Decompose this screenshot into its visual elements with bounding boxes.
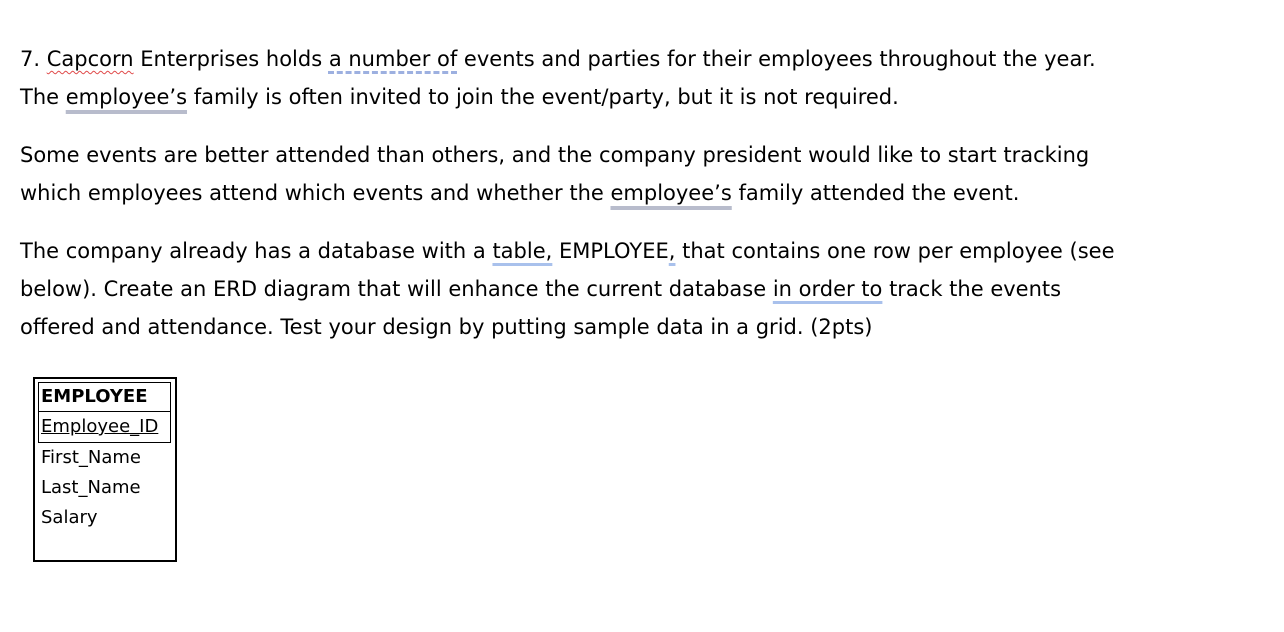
paragraph-3-line-3: offered and attendance. Test your design by putting sample data in a grid. (2pts) — [20, 315, 873, 339]
entity-attribute: Salary — [41, 507, 98, 528]
grammar-flagged-phrase: a number of — [328, 47, 458, 71]
entity-attribute-list — [39, 443, 141, 533]
paragraph-3-line-2 — [20, 270, 1270, 308]
suggestion-flagged-word: employee’s — [610, 181, 732, 205]
grammar-flagged-word: table, — [492, 239, 553, 263]
question-paragraph-2 — [20, 136, 1270, 212]
question-paragraph-1 — [20, 40, 1270, 116]
text-segment: family attended the event. — [731, 181, 1020, 205]
text-segment: The company already has a database with a — [20, 239, 493, 263]
paragraph-1-line-1 — [20, 40, 1270, 78]
text-segment: track the events — [882, 277, 1062, 301]
grammar-flagged-phrase: in order to — [772, 277, 883, 301]
text-segment: that contains one row per employee (see — [675, 239, 1115, 263]
entity-inner-frame — [38, 382, 171, 443]
entity-name: EMPLOYEE — [39, 383, 171, 412]
spelling-flagged-word: Capcorn — [46, 47, 134, 71]
grammar-flagged-comma: , — [668, 239, 676, 263]
paragraph-3-line-1 — [20, 232, 1270, 270]
paragraph-2-line-2 — [20, 174, 1270, 212]
suggestion-flagged-word: employee’s — [65, 85, 188, 109]
employee-entity-table — [33, 377, 177, 562]
paragraph-1-line-2 — [20, 78, 1270, 116]
text-segment: below). Create an ERD diagram that will enhance the current database — [20, 277, 773, 301]
text-segment: which employees attend which events and whether the — [20, 181, 611, 205]
text-segment: family is often invited to join the event/party, but it is not required. — [187, 85, 899, 109]
entity-attribute: Last_Name — [41, 477, 141, 498]
text-segment: events and parties for their employees throughout the year. — [457, 47, 1096, 71]
paragraph-2-line-1: Some events are better attended than others, and the company president would like to start tracking — [20, 143, 1090, 167]
text-segment: EMPLOYEE — [552, 239, 669, 263]
text-segment: The — [20, 85, 66, 109]
question-number: 7. — [20, 47, 47, 71]
text-segment: Enterprises holds — [133, 47, 329, 71]
question-paragraph-3 — [20, 232, 1270, 346]
entity-primary-key: Employee_ID — [39, 412, 171, 443]
entity-attribute: First_Name — [41, 447, 141, 468]
